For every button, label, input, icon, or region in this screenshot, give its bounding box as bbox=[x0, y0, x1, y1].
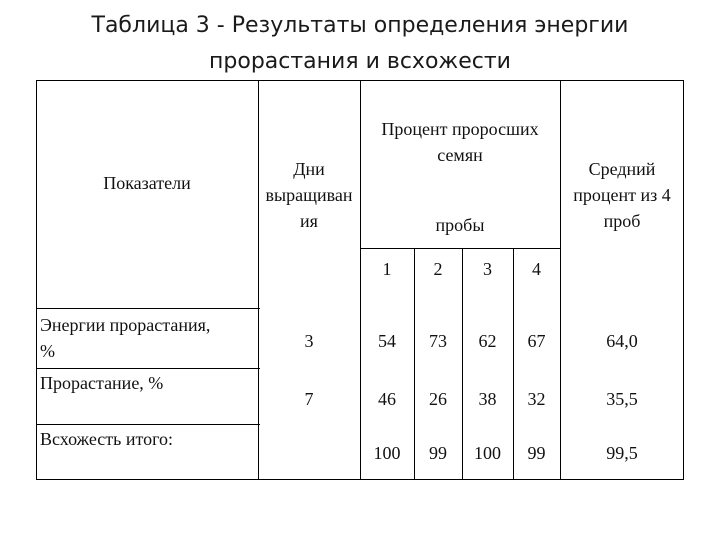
row-2-sample-2: 26 bbox=[429, 389, 447, 409]
sample-number-1: 1 bbox=[382, 259, 392, 279]
row-2-average: 35,5 bbox=[606, 389, 638, 409]
row-3-sample-3: 100 bbox=[474, 443, 501, 463]
column-divider bbox=[560, 80, 561, 480]
title-line-1: Таблица 3 - Результаты определения энергии bbox=[91, 13, 629, 38]
row-2-sample-4: 32 bbox=[527, 389, 546, 409]
header-indicators: Показатели bbox=[103, 173, 191, 193]
row-divider bbox=[360, 248, 560, 249]
sample-number-3: 3 bbox=[483, 259, 492, 279]
row-label-germination-energy: Энергии прорастания, % bbox=[40, 315, 211, 361]
row-1-average: 64,0 bbox=[606, 331, 638, 351]
column-divider bbox=[258, 80, 259, 480]
sample-number-2: 2 bbox=[433, 259, 443, 279]
header-percent-sprouted: Процент проросших семян bbox=[381, 119, 539, 165]
row-1-days: 3 bbox=[304, 331, 314, 351]
row-1-sample-4: 67 bbox=[527, 331, 546, 351]
row-2-sample-1: 46 bbox=[378, 389, 396, 409]
header-days: Дни выращиван ия bbox=[265, 159, 353, 231]
row-divider bbox=[36, 308, 260, 309]
table-border-right bbox=[683, 80, 684, 480]
row-3-average: 99,5 bbox=[606, 443, 638, 463]
row-3-sample-2: 99 bbox=[429, 443, 447, 463]
results-table bbox=[36, 80, 684, 480]
row-divider bbox=[36, 424, 260, 425]
table-border-left bbox=[36, 80, 37, 480]
sample-number-4: 4 bbox=[532, 259, 541, 279]
row-label-total-germination: Всхожесть итого: bbox=[40, 429, 174, 449]
row-3-sample-4: 99 bbox=[527, 443, 546, 463]
row-3-sample-1: 100 bbox=[373, 443, 401, 463]
row-label-sprouting: Прорастание, % bbox=[40, 373, 164, 393]
row-2-sample-3: 38 bbox=[478, 389, 497, 409]
slide-title bbox=[0, 8, 720, 80]
row-1-sample-2: 73 bbox=[429, 331, 447, 351]
row-1-sample-3: 62 bbox=[478, 331, 497, 351]
header-samples: пробы bbox=[435, 215, 485, 235]
header-average: Средний процент из 4 проб bbox=[573, 159, 671, 231]
title-line-2: прорастания и всхожести bbox=[209, 49, 511, 74]
row-2-days: 7 bbox=[304, 389, 314, 409]
row-divider bbox=[36, 368, 260, 369]
row-1-sample-1: 54 bbox=[378, 331, 396, 351]
